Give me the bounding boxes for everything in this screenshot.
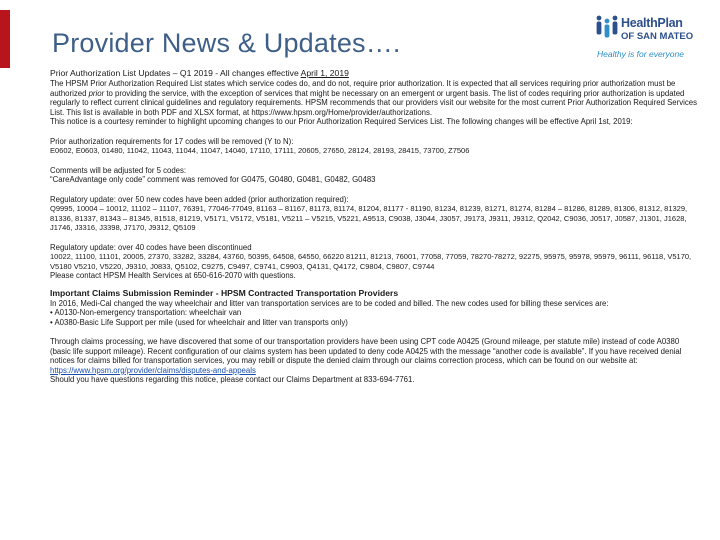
- health-plan-logo: [595, 13, 713, 63]
- claims-body: Through claims processing, we have discovered that some of our transportation providers have been using CPT code A0425 (Ground mileage, per statute mile) instead of code A0380 (basic life support mileage). Recent configuration of our claims system has been updated to deny code A0425 with the message “another code is available”. If you have received denial notices for claims billed for transportation services, you may rebill or dispute the denied claim through our claims correction process, which can be found on our website at:: [50, 337, 682, 365]
- prior-auth-heading-text: Prior Authorization List Updates – Q1 2019 - All changes effective: [50, 68, 301, 78]
- intro-emphasis: prior: [88, 88, 105, 98]
- adjusted-heading: Comments will be adjusted for 5 codes:: [50, 165, 187, 175]
- claims-closing: Should you have questions regarding this notice, please contact our Claims Department at 833-694-7761.: [50, 375, 415, 384]
- discontinued-heading: Regulatory update: over 40 codes have been discontinued: [50, 242, 252, 252]
- claims-disputes-link[interactable]: https://www.hpsm.org/provider/claims/disputes-and-appeals: [50, 365, 256, 375]
- removed-heading: Prior authorization requirements for 17 codes will be removed (Y to N):: [50, 136, 294, 146]
- accent-bar: [0, 10, 10, 68]
- removed-codes: E0602, E0603, 01480, 11042, 11043, 11044, 11047, 14040, 17110, 17111, 20605, 27650, 28124, 28193, 28415, 73700, Z7506: [50, 146, 470, 155]
- page-title: Provider News & Updates….: [52, 28, 401, 58]
- added-heading: Regulatory update: over 50 new codes have been added (prior authorization required):: [50, 194, 349, 204]
- claims-intro: In 2016, Medi-Cal changed the way wheelchair and litter van transportation services are to be coded and billed. The new codes used for billing these services are:: [50, 298, 609, 308]
- intro-text-2: to providing the service, with the exception of services that might be necessary on an emergent or urgent basis. The list of codes requiring prior authorization is updated regularly to reflect current clinical guidelines and regulatory requirements. HPSM recommends that our providers visit our website for the most current Prior Authorization Required Services List. This list is available in both PDF and XLSX format, at https://www.hpsm.org/Home/provider/authorizations.: [50, 88, 697, 117]
- logo-tagline: Healthy is for everyone: [597, 49, 684, 59]
- prior-auth-reminder: This notice is a courtesy reminder to highlight upcoming changes to our Prior Authorization Required Services List. The following changes will be effective April 1st, 2019:: [50, 117, 633, 126]
- prior-auth-contact: Please contact HPSM Health Services at 650-616-2070 with questions.: [50, 271, 296, 280]
- prior-auth-intro: [50, 79, 702, 117]
- added-codes: Q9995, 10004 – 10012, 11102 – 11107, 76391, 77046-77049, 81163 – 81167, 81173, 81174, 81204, 81177 - 81190, 81234, 81239, 81271, 81274, 81284 – 81286, 81289, 81306, 81312, 81329, 81336, 81337, 81343 – 81345, 81518, 81219, V5171, V5172, V5181, V5211 – V5215, V5221, A9513, C9038, J3044, J3057, J9173, J9311, J9312, Q2042, C9036, J0517, J0587, J1301, J1628, J1746, J3316, J3398, J7170, J9312, Q5109: [50, 204, 688, 232]
- intro-text-1: The HPSM Prior Authorization Required List states which service codes do, and do not, require prior authorization. It is expected that all services requiring prior authorization must be authorized: [50, 79, 676, 98]
- discontinued-codes: 10022, 11100, 11101, 20005, 27370, 33282, 33284, 43760, 50395, 64508, 64550, 66220 81211, 81213, 76001, 77058, 77059, 78270-78272, 92275, 95975, 95978, 95979, 96111, 96118, V5170, V5180 V5210, V5220, J9310, J0833, Q5102, C9275, C9497, C9741, C9903, Q4131, Q4172, C9804, C9807, C9744: [50, 252, 692, 271]
- prior-auth-heading: [50, 68, 702, 79]
- people-icon: [595, 15, 619, 47]
- claims-bullet: • A0130-Non-emergency transportation: wheelchair van: [50, 308, 242, 317]
- logo-name: HealthPlan: [621, 16, 683, 30]
- claims-heading: Important Claims Submission Reminder - HPSM Contracted Transportation Providers: [50, 287, 399, 298]
- effective-date: April 1, 2019: [300, 68, 349, 78]
- logo-subname: OF SAN MATEO: [621, 31, 694, 42]
- adjusted-text: “CareAdvantage only code” comment was removed for G0475, G0480, G0481, G0482, G0483: [50, 175, 376, 184]
- content: [50, 68, 702, 385]
- claims-bullet: • A0380-Basic Life Support per mile (used for wheelchair and litter van transports only): [50, 317, 348, 327]
